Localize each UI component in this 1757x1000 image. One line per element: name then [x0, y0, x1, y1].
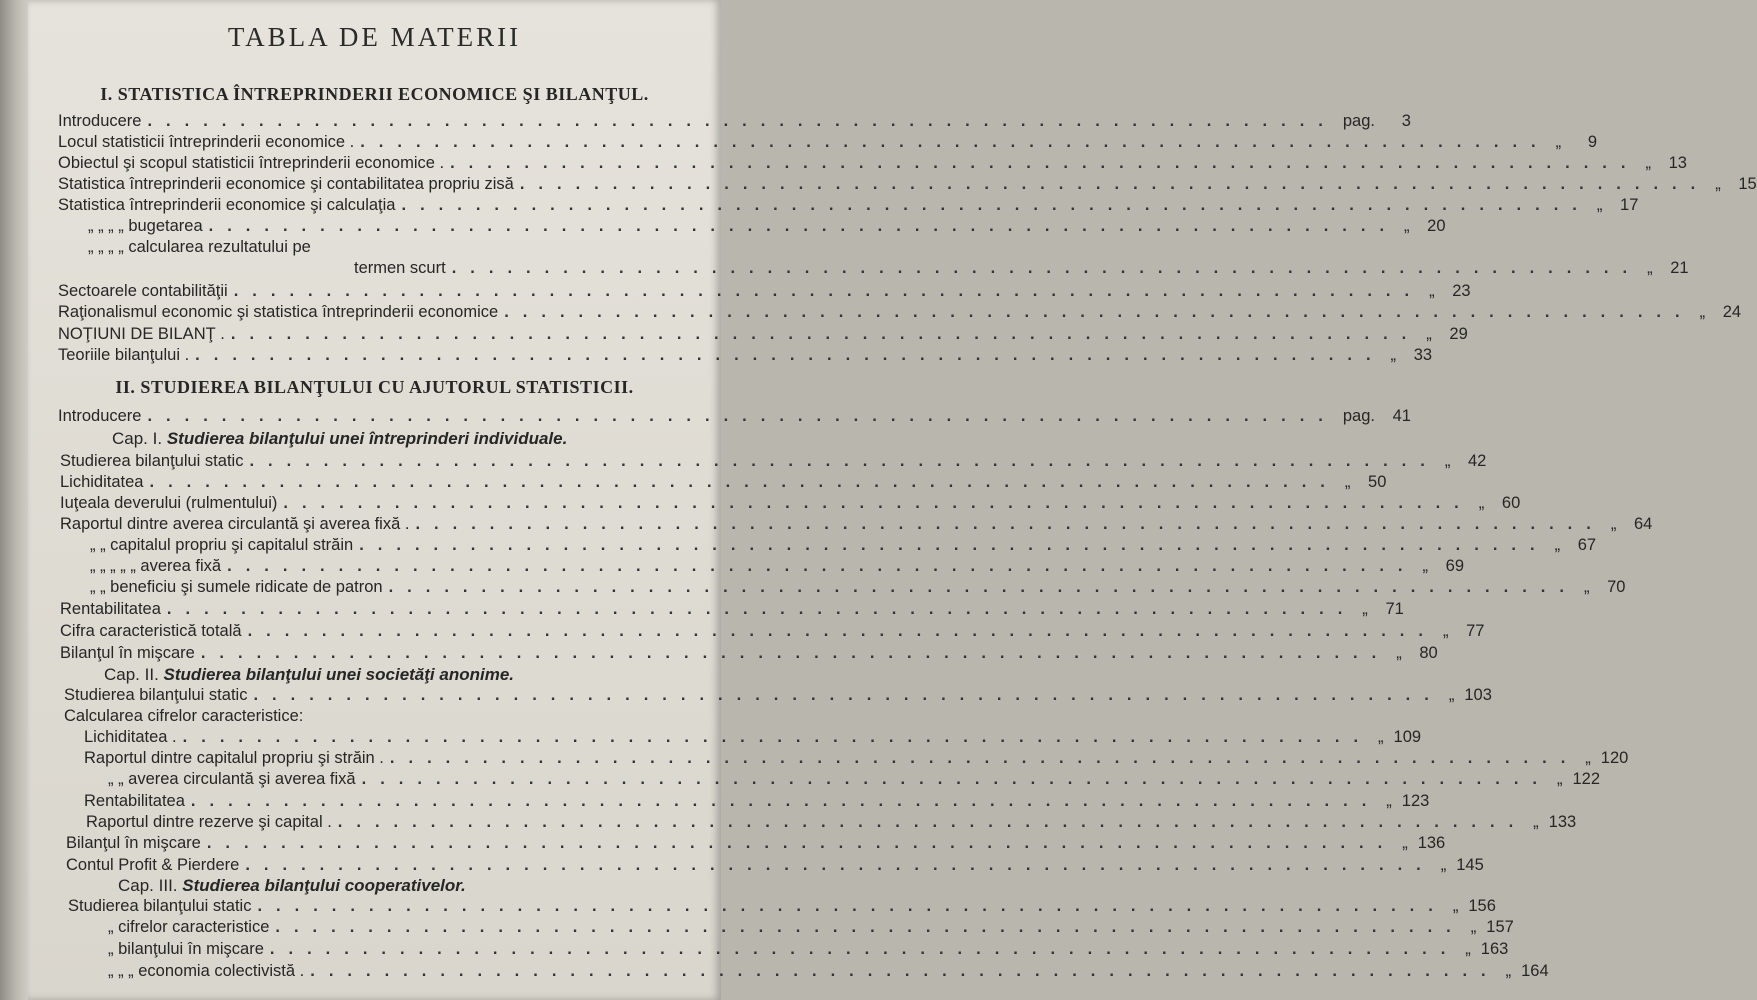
page-number: 70	[1607, 578, 1626, 596]
toc-row	[58, 282, 1471, 304]
toc-label: Rentabilitatea	[60, 600, 161, 618]
toc-label: Raportul dintre rezerve şi capital .	[86, 813, 332, 831]
dot-leader: ................................................................	[359, 536, 1549, 554]
toc-row	[84, 728, 1422, 750]
page-prefix: „	[1557, 770, 1563, 788]
dot-leader: ................................................................	[182, 728, 1373, 746]
toc-label: Bilanţul în mişcare	[60, 644, 195, 662]
dot-leader: ................................................................	[450, 154, 1640, 172]
toc-row	[66, 856, 1484, 878]
page-prefix: „	[1470, 918, 1477, 936]
chapter-title: Studierea bilanţului cooperativelor.	[182, 876, 466, 895]
dot-leader: ................................................................	[361, 770, 1551, 788]
toc-label: „ bilanţului în mişcare	[108, 940, 264, 958]
toc-row	[108, 918, 1514, 940]
toc-row	[58, 325, 1468, 347]
toc-row	[60, 622, 1485, 644]
page-number: 23	[1452, 282, 1471, 300]
toc-label: Statistica întreprinderii economice şi calculaţia	[58, 196, 396, 214]
dot-leader: ................................................................	[147, 112, 1337, 130]
page-prefix: „	[1404, 217, 1410, 235]
page-number: 71	[1385, 600, 1404, 618]
page-number: 33	[1413, 346, 1433, 364]
page-prefix: „	[1426, 325, 1432, 343]
dot-leader: ................................................................	[206, 834, 1397, 852]
page-number: 123	[1401, 792, 1430, 810]
page-number: 29	[1449, 325, 1468, 343]
toc-label: „ „ „ „ „ averea fixă	[90, 557, 222, 575]
chapter-prefix: Cap. II.	[104, 665, 159, 684]
toc-label: „ „ „ economia colectivistă .	[108, 962, 305, 980]
toc-label: Studierea bilanţului static	[68, 897, 252, 915]
dot-leader: ................................................................	[227, 557, 1417, 575]
page-prefix: „	[1444, 452, 1451, 470]
dot-leader: ................................................................	[190, 792, 1381, 810]
dot-leader: ................................................................	[253, 686, 1443, 704]
page-number: 15	[1738, 175, 1757, 193]
page-number: 9	[1587, 133, 1598, 151]
chapter-heading	[112, 429, 567, 449]
toc-row	[60, 515, 1653, 537]
toc-label: Raţionalismul economic şi statistica întreprinderii economice	[58, 303, 499, 321]
toc-row	[58, 133, 1598, 155]
page-prefix: „	[1533, 813, 1539, 831]
page-number: 60	[1501, 494, 1521, 512]
page-prefix: „	[1362, 600, 1368, 618]
chapter-prefix: Cap. III.	[118, 876, 178, 895]
chapter-title: Studierea bilanţului unei societăţi anonime.	[163, 665, 514, 684]
toc-row	[108, 962, 1549, 984]
dot-leader: ................................................................	[149, 473, 1339, 491]
toc-label: Obiectul şi scopul statisticii întreprinderii economice .	[58, 154, 445, 172]
page-number: 3	[1401, 112, 1411, 130]
toc-label: Rentabilitatea	[84, 792, 185, 810]
page-number: 69	[1445, 557, 1464, 575]
toc-row	[88, 238, 691, 260]
dot-leader: ................................................................	[233, 282, 1424, 300]
toc-row	[60, 452, 1487, 474]
toc-label: Cifra caracteristică totală	[60, 622, 242, 640]
page-prefix: „	[1647, 259, 1653, 277]
page-number: 163	[1480, 940, 1509, 958]
dot-leader: ................................................................	[519, 175, 1710, 193]
page-prefix: „	[1396, 644, 1402, 662]
dot-leader: ................................................................	[401, 196, 1591, 214]
page-number: 64	[1633, 515, 1653, 533]
page-number: 20	[1427, 217, 1446, 235]
page-prefix: „	[1448, 686, 1455, 704]
toc-label: Raportul dintre capitalul propriu şi străin .	[84, 749, 384, 767]
dot-leader: ................................................................	[388, 578, 1578, 596]
dot-leader: ................................................................	[208, 217, 1399, 235]
dot-leader: ................................................................	[269, 940, 1460, 958]
toc-label: termen scurt	[354, 259, 446, 277]
page-prefix: „	[1585, 749, 1591, 767]
dot-leader: ................................................................	[245, 856, 1435, 874]
toc-label: Iuţeala deverului (rulmentului)	[60, 494, 278, 512]
dot-leader: ................................................................	[200, 644, 1391, 662]
page-prefix: „	[1478, 494, 1485, 512]
dot-leader: ................................................................	[257, 897, 1447, 915]
toc-row	[58, 175, 1757, 197]
page-number: 133	[1548, 813, 1577, 831]
toc-label: Lichiditatea	[60, 473, 144, 491]
toc-label: Raportul dintre averea circulantă şi averea fixă .	[60, 515, 410, 533]
page-prefix: „	[1378, 728, 1384, 746]
page-number: 41	[1392, 407, 1411, 425]
toc-row	[84, 749, 1629, 771]
toc-row	[64, 707, 691, 729]
toc-label: „ „ „ „ calcularea rezultatului pe	[88, 238, 311, 256]
dot-leader: ................................................................	[166, 600, 1357, 618]
dot-leader: ................................................................	[389, 749, 1580, 767]
toc-label: „ „ capitalul propriu şi capitalul străin	[90, 536, 354, 554]
page-number: 156	[1468, 897, 1496, 915]
toc-row	[84, 792, 1430, 814]
toc-row	[90, 536, 1597, 558]
toc-label: „ „ averea circulantă şi averea fixă	[108, 770, 356, 788]
page-number: 164	[1521, 962, 1549, 980]
dot-leader: ................................................................	[283, 494, 1473, 512]
part2-heading: II. STUDIEREA BILANŢULUI CU AJUTORUL STATISTICII.	[115, 377, 634, 397]
page-number: 21	[1670, 259, 1689, 277]
page-prefix: „	[1422, 557, 1428, 575]
page-number: 136	[1417, 834, 1446, 852]
dot-leader: ................................................................	[275, 918, 1465, 936]
toc-label: „ cifrelor caracteristice	[108, 918, 270, 936]
toc-label: Sectoarele contabilităţii	[58, 282, 228, 300]
toc-row	[58, 154, 1687, 176]
toc-label: „ „ „ „ bugetarea	[88, 217, 203, 235]
dot-leader: ................................................................	[415, 515, 1605, 533]
toc-row	[66, 834, 1446, 856]
chapter-heading	[118, 876, 466, 896]
page-prefix: „	[1699, 303, 1706, 321]
chapter-prefix: Cap. I.	[112, 429, 163, 448]
toc-row	[58, 346, 1433, 368]
toc-row	[58, 196, 1639, 218]
toc-row	[60, 644, 1438, 666]
page-prefix: „	[1390, 346, 1397, 364]
toc-row	[88, 217, 1446, 239]
page-number: 24	[1722, 303, 1742, 321]
book-page	[28, 0, 1757, 1000]
toc-label: Calcularea cifrelor caracteristice:	[64, 707, 304, 725]
page-number: 109	[1393, 728, 1422, 746]
toc-label: Lichiditatea .	[84, 728, 177, 746]
page-number: 157	[1486, 918, 1514, 936]
page-prefix: pag.	[1342, 112, 1375, 130]
toc-row	[108, 770, 1601, 792]
page-prefix: pag.	[1342, 407, 1375, 425]
page-title: TABLA DE MATERII	[227, 22, 522, 52]
page-number: 77	[1466, 622, 1485, 640]
toc-row	[60, 494, 1521, 516]
toc-row	[90, 578, 1626, 600]
toc-label: Studierea bilanţului static	[60, 452, 244, 470]
toc-label: Statistica întreprinderii economice şi contabilitatea propriu zisă	[58, 175, 514, 193]
toc-row	[58, 112, 1411, 134]
page-number: 120	[1600, 749, 1629, 767]
page-prefix: „	[1402, 834, 1408, 852]
dot-leader: ................................................................	[195, 346, 1385, 364]
dot-leader: ................................................................	[230, 325, 1421, 343]
toc-label: Studierea bilanţului static	[64, 686, 248, 704]
chapter-heading	[104, 665, 514, 685]
page-number: 67	[1577, 536, 1597, 554]
toc-row	[60, 473, 1387, 495]
page-prefix: „	[1344, 473, 1351, 491]
toc-label: Introducere	[58, 407, 142, 425]
toc-row	[64, 686, 1492, 708]
page-prefix: „	[1583, 578, 1590, 596]
page-number: 42	[1467, 452, 1487, 470]
page-prefix: „	[1610, 515, 1617, 533]
toc-label: NOŢIUNI DE BILANŢ .	[58, 325, 225, 343]
dot-leader: ................................................................	[247, 622, 1437, 640]
page-prefix: „	[1429, 282, 1435, 300]
toc-row	[108, 940, 1509, 962]
toc-label: Bilanţul în mişcare	[66, 834, 201, 852]
toc-row	[86, 813, 1577, 835]
page-prefix: „	[1442, 622, 1449, 640]
page-number: 103	[1464, 686, 1492, 704]
page-prefix: „	[1554, 536, 1561, 554]
part1-heading: I. STATISTICA ÎNTREPRINDERII ECONOMICE ŞI BILANŢUL.	[100, 84, 649, 104]
toc-label: Locul statisticii întreprinderii economice .	[58, 133, 355, 151]
toc-row	[58, 407, 1411, 429]
page-number: 80	[1419, 644, 1438, 662]
page-number: 122	[1572, 770, 1601, 788]
page-prefix: „	[1715, 175, 1721, 193]
toc-row	[68, 897, 1496, 919]
dot-leader: ................................................................	[310, 962, 1500, 980]
page-number: 13	[1668, 154, 1687, 172]
dot-leader: ................................................................	[249, 452, 1439, 470]
page-prefix: „	[1386, 792, 1392, 810]
toc-label: Introducere	[58, 112, 142, 130]
toc-row	[60, 600, 1404, 622]
dot-leader: ................................................................	[147, 407, 1337, 425]
toc-row	[354, 259, 1689, 281]
book-spine-shadow	[0, 0, 28, 1000]
page-prefix: „	[1596, 196, 1603, 214]
page-number: 17	[1620, 196, 1639, 214]
page-prefix: „	[1505, 962, 1512, 980]
page-prefix: „	[1555, 133, 1562, 151]
dot-leader: ................................................................	[337, 813, 1528, 831]
toc-label: Contul Profit & Pierdere	[66, 856, 240, 874]
dot-leader: ................................................................	[451, 259, 1642, 277]
page-number: 50	[1368, 473, 1387, 491]
toc-row	[90, 557, 1464, 579]
toc-label: „ „ beneficiu şi sumele ridicate de patron	[90, 578, 383, 596]
page-prefix: „	[1645, 154, 1651, 172]
dot-leader: ................................................................	[360, 133, 1550, 151]
page-prefix: „	[1440, 856, 1447, 874]
chapter-title: Studierea bilanţului unei întreprinderi individuale.	[166, 429, 568, 448]
page-prefix: „	[1452, 897, 1459, 915]
dot-leader: ................................................................	[504, 303, 1694, 321]
page-prefix: „	[1465, 940, 1471, 958]
toc-row	[58, 303, 1742, 325]
page-number: 145	[1456, 856, 1484, 874]
toc-label: Teoriile bilanţului .	[58, 346, 190, 364]
